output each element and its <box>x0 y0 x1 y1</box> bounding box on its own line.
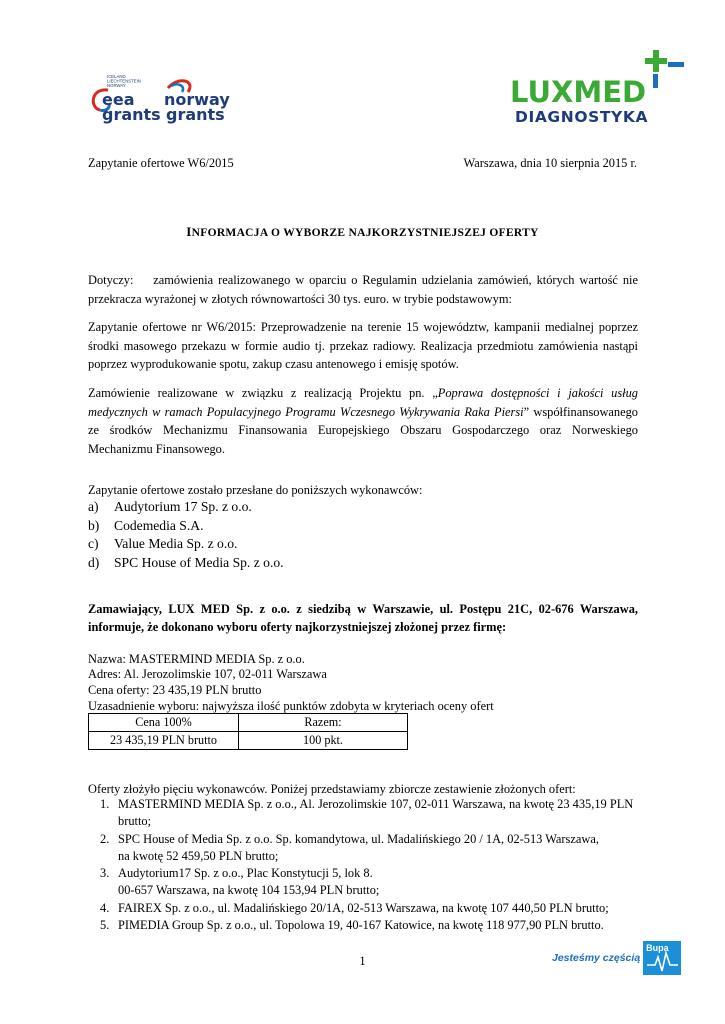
recipient-item: b) Codemedia S.A. <box>88 517 204 533</box>
place-and-date: Warszawa, dnia 10 sierpnia 2015 r. <box>463 156 637 170</box>
eea-country-line-1: ICELAND <box>107 74 126 79</box>
project-name: Poprawa dostępności i jakości usług medycznych w ramach Populacyjnego Programu Wczesnego Wykrywania Raka Piersi <box>88 386 638 419</box>
luxmed-cross-icon <box>645 50 684 88</box>
list-item: 4. FAIREX Sp. z o.o., ul. Madalińskiego 20/1A, 02-513 Warszawa, na kwotę 107 440,50 PLN brutto; <box>100 900 609 915</box>
winner-price: Cena oferty: 23 435,19 PLN brutto <box>88 683 262 697</box>
list-item-continuation: na kwotę 52 459,50 PLN brutto; <box>118 848 279 863</box>
luxmed-word: LUXMED <box>510 75 647 109</box>
project-pre: Zamówienie realizowane w związku z realizacją Projektu pn. „ <box>88 386 438 400</box>
title-rest: NFORMACJA O WYBORZE NAJKORZYSTNIEJSZEJ OFERTY <box>191 227 539 239</box>
list-item: 3. Audytorium17 Sp. z o.o., Plac Konstytucji 5, lok 8. <box>100 866 373 881</box>
eea-grants-word: grants <box>102 105 161 124</box>
inquiry-reference: Zapytanie ofertowe W6/2015 <box>88 156 234 170</box>
recipient-item: d) SPC House of Media Sp. z o.o. <box>88 554 284 570</box>
score-table <box>88 713 408 750</box>
table-header-row <box>89 714 408 732</box>
bupa-logo <box>643 941 681 975</box>
list-item: 5. PIMEDIA Group Sp. z o.o., ul. Topolowa 19, 40-167 Katowice, na kwotę 118 977,90 PLN brutto. <box>100 918 604 933</box>
list-item-continuation: 00-657 Warszawa, na kwotę 104 153,94 PLN brutto; <box>118 883 380 898</box>
subject-lead: Dotyczy: <box>88 273 134 287</box>
offers-list <box>100 796 633 934</box>
title-initial: I <box>186 224 192 239</box>
bupa-footer <box>552 941 681 975</box>
project-post: ” współfinansowanego ze środków Mechanizmu Finansowania Europejskiego Obszaru Gospodarczego oraz Norweskiego Mechanizmu Finansowego. <box>88 404 638 456</box>
recipients-list <box>88 498 284 572</box>
bupa-wave-icon <box>643 941 681 975</box>
list-item-continuation: brutto; <box>118 814 152 829</box>
norway-grants-word: grants <box>166 105 225 124</box>
document-title <box>0 224 725 240</box>
recipient-item: a) Audytorium 17 Sp. z o.o. <box>88 499 252 514</box>
table-row <box>89 732 408 750</box>
table-header-cell: Razem: <box>239 714 408 732</box>
eea-country-line-3: NORWAY <box>107 83 126 88</box>
announcement-line-2: informuje, że dokonano wyboru oferty najkorzystniejszej złożonej przez firmę: <box>88 620 507 634</box>
norway-word: norway <box>164 90 230 109</box>
table-header-cell: Cena 100% <box>89 714 239 732</box>
project-paragraph <box>88 384 638 458</box>
footer-slogan: Jesteśmy częścią <box>552 952 641 964</box>
subject-text: zamówienia realizowanego w oparciu o Regulamin udzielania zamówień, których wartość nie przekracza wyrażonej w złotych równowartości 30 tys. euro. w trybie podstawowym: <box>88 273 639 306</box>
eea-word: eea <box>102 90 135 109</box>
offers-intro: Oferty złożyło pięciu wykonawców. Poniżej przedstawiamy zbiorcze zestawienie złożonych ofert: <box>88 782 576 796</box>
luxmed-diagnostyka-logo <box>508 48 688 128</box>
eea-norway-grants-logo <box>88 74 238 124</box>
table-cell: 100 pkt. <box>239 732 408 750</box>
inquiry-description: Zapytanie ofertowe nr W6/2015: Przeprowadzenie na terenie 15 województw, kampanii medialnej poprzez środki masowego przekazu w formie audio tj. przekaz radiowy. Realizacja przedmiotu zamówienia nastąpi poprzez wyprodukowanie spotu, zakup czasu antenowego i emisję spotów. <box>88 320 638 371</box>
winner-address: Adres: Al. Jerozolimskie 107, 02-011 Warszawa <box>88 667 327 681</box>
recipient-item: c) Value Media Sp. z o.o. <box>88 536 238 551</box>
list-item: 1. MASTERMIND MEDIA Sp. z o.o., Al. Jerozolimskie 107, 02-011 Warszawa, na kwotę 23 435,19 PLN <box>100 797 634 811</box>
sent-intro: Zapytanie ofertowe zostało przesłane do poniższych wykonawców: <box>88 483 423 497</box>
subject-paragraph <box>88 271 638 308</box>
page-number: 1 <box>359 954 366 968</box>
announcement-line-1: Zamawiający, LUX MED Sp. z o.o. z siedzibą w Warszawie, ul. Postępu 21C, 02-676 Warszawa, <box>88 602 638 616</box>
table-cell: 23 435,19 PLN brutto <box>89 732 239 750</box>
winner-reason: Uzasadnienie wyboru: najwyższa ilość punktów zdobyta w kryteriach oceny ofert <box>88 699 494 713</box>
list-item: 2. SPC House of Media Sp. z o.o. Sp. komandytowa, ul. Madalińskiego 20 / 1A, 02-513 Warszawa, <box>100 831 599 846</box>
winner-name: Nazwa: MASTERMIND MEDIA Sp. z o.o. <box>88 652 305 666</box>
diagnostyka-word: DIAGNOSTYKA <box>515 108 649 126</box>
eea-country-line-2: LIECHTENSTEIN <box>107 78 141 84</box>
bupa-word: Bupa <box>646 943 669 953</box>
